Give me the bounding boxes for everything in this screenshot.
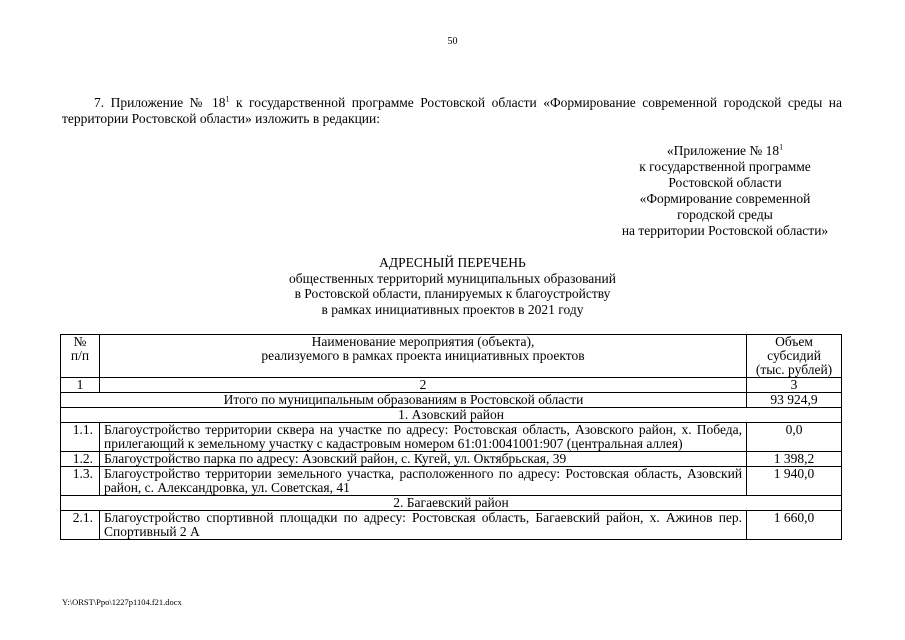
title-line-1: АДРЕСНЫЙ ПЕРЕЧЕНЬ (379, 255, 526, 270)
row-number: 1.3. (61, 467, 100, 496)
section-title: 1. Азовский район (61, 408, 842, 423)
page-number: 50 (447, 36, 458, 47)
intro-text-start: 7. Приложение № 18 (94, 95, 226, 110)
title-line-2: общественных территорий муниципальных образований (289, 270, 616, 286)
appendix-header (605, 143, 845, 239)
row-name: Благоустройство территории земельного участка, расположенного по адресу: Ростовская область, Азовский район, с. Александровка, ул. Советская, 41 (99, 467, 746, 496)
section-title: 2. Багаевский район (61, 496, 842, 511)
row-number: 1.2. (61, 452, 100, 467)
intro-superscript: 1 (225, 94, 230, 104)
appendix-line-5: городской среды (677, 207, 773, 222)
title-line-3: в Ростовской области, планируемых к благоустройству (294, 286, 611, 301)
row-value: 0,0 (747, 423, 842, 452)
total-value: 93 924,9 (747, 393, 842, 408)
appendix-line-2: к государственной программе (639, 159, 811, 174)
row-name: Благоустройство территории сквера на участке по адресу: Ростовская область, Азовского район, х. Победа, прилегающий к земельному участку с кадастровым номером 61:01:0041001:907 (центральная аллея) (99, 423, 746, 452)
column-number-row (61, 378, 842, 393)
column-number-2: 2 (99, 378, 746, 393)
appendix-line-3: Ростовской области (668, 175, 782, 190)
appendix-line-1: «Приложение № $18^1$ (666, 142, 784, 158)
intro-text-end: к государственной программе Ростовской области «Формирование современной городской среды на территории Ростовской области» изложить в редакции: (62, 95, 842, 126)
title-line-4: в рамках инициативных проектов в 2021 году (321, 301, 584, 317)
intro-paragraph (62, 95, 842, 127)
table-row (61, 452, 842, 467)
table-row (61, 467, 842, 496)
row-value: 1 660,0 (747, 511, 842, 540)
appendix-line-4: «Формирование современной (639, 191, 811, 206)
header-value-cell: Объем субсидий (тыс. рублей) (747, 335, 842, 378)
table-row (61, 423, 842, 452)
header-number-cell: № п/п (61, 335, 100, 378)
row-value: 1 940,0 (747, 467, 842, 496)
column-number-3: 3 (747, 378, 842, 393)
column-number-1: 1 (61, 378, 100, 393)
table-row (61, 511, 842, 540)
table-header-row (61, 335, 842, 378)
total-label: Итого по муниципальным образованиям в Ростовской области (61, 393, 747, 408)
row-name: Благоустройство спортивной площадки по адресу: Ростовская область, Багаевский район, х. Ажинов пер. Спортивный 2 А (99, 511, 746, 540)
row-number: 1.1. (61, 423, 100, 452)
section-row (61, 496, 842, 511)
section-row (61, 408, 842, 423)
total-row (61, 393, 842, 408)
file-path-footer: Y:\ORST\Ppo\1227p1104.f21.docx (62, 597, 182, 607)
address-list-table (60, 334, 842, 540)
document-title (0, 255, 905, 317)
row-number: 2.1. (61, 511, 100, 540)
header-name-cell: Наименование мероприятия (объекта), реализуемого в рамках проекта инициативных проектов (99, 335, 746, 378)
row-name: Благоустройство парка по адресу: Азовский район, с. Кугей, ул. Октябрьская, 39 (99, 452, 746, 467)
appendix-line-6: на территории Ростовской области» (621, 223, 829, 238)
row-value: 1 398,2 (747, 452, 842, 467)
